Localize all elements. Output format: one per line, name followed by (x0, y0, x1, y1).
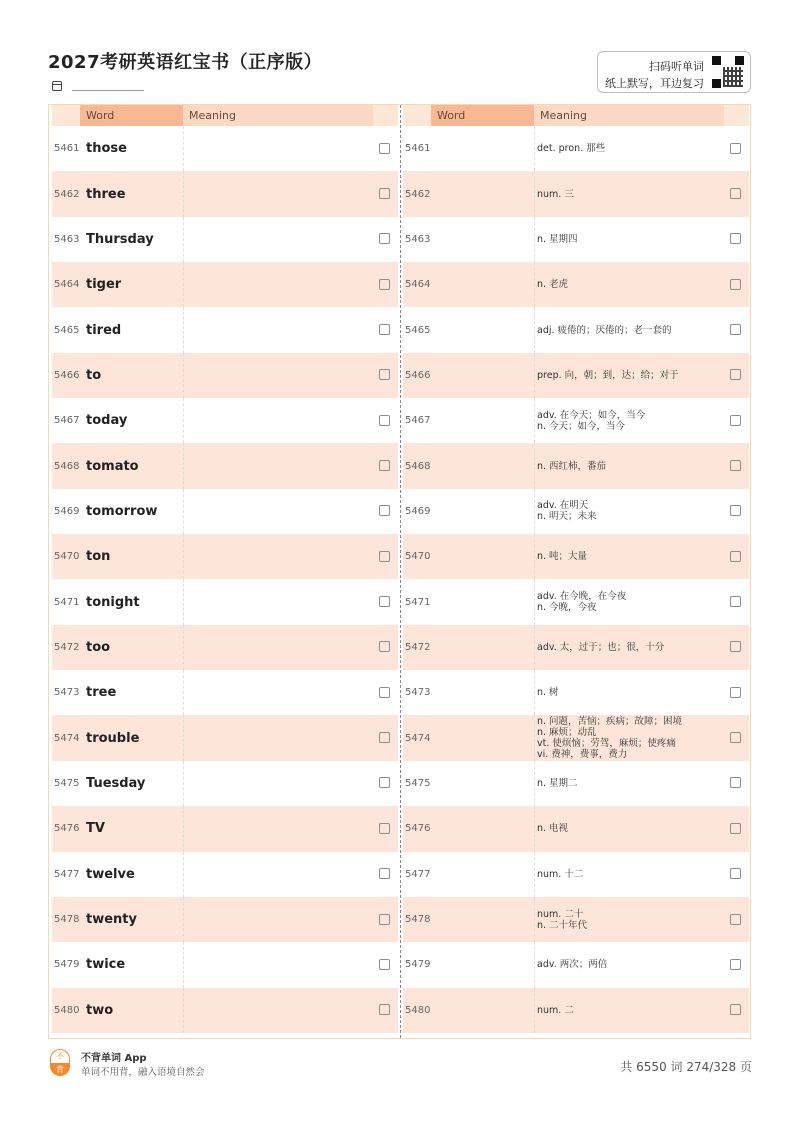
meaning-cell (537, 897, 722, 942)
row-number: 5476 (405, 823, 431, 835)
word-blank-cell[interactable] (437, 897, 533, 942)
meaning-blank-cell[interactable] (186, 761, 371, 806)
table-row (52, 852, 398, 897)
checkbox-icon[interactable] (730, 1004, 741, 1015)
row-number: 5463 (405, 233, 431, 245)
meaning-blank-cell[interactable] (186, 262, 371, 307)
checkbox-icon[interactable] (379, 959, 390, 970)
row-number: 5478 (54, 914, 80, 926)
meaning-blank-cell[interactable] (186, 715, 371, 760)
cell-separator (534, 262, 535, 307)
checkbox-icon[interactable] (379, 823, 390, 834)
table-row (403, 988, 749, 1033)
meaning-blank-cell[interactable] (186, 625, 371, 670)
cell-separator (183, 625, 184, 670)
word-blank-cell[interactable] (437, 579, 533, 624)
checkbox-icon[interactable] (730, 505, 741, 516)
meaning-cell (537, 761, 722, 806)
cell-separator (534, 942, 535, 987)
row-number: 5471 (54, 596, 80, 608)
table-row (52, 715, 398, 760)
table-row (403, 307, 749, 352)
cell-separator (534, 443, 535, 488)
row-number: 5463 (54, 233, 80, 245)
cell-separator (183, 398, 184, 443)
word-blank-cell[interactable] (437, 489, 533, 534)
checkbox-icon[interactable] (379, 687, 390, 698)
cell-separator (183, 897, 184, 942)
cell-separator (183, 852, 184, 897)
cell-separator (183, 443, 184, 488)
word-sheet (48, 104, 751, 1039)
word-blank-cell[interactable] (437, 307, 533, 352)
meaning-text: n. 问题，苦恼；疾病；故障；困境 n. 麻烦；动乱 vt. 使烦恼；劳驾，麻烦；使疼痛 vi. 费神，费事，费力 (537, 716, 683, 761)
header-num-cell (403, 105, 431, 126)
cell-separator (183, 670, 184, 715)
meaning-text: num. 十二 (537, 868, 584, 880)
row-number: 5479 (405, 959, 431, 971)
table-row (52, 443, 398, 488)
checkbox-icon[interactable] (730, 687, 741, 698)
meaning-text: adj. 疲倦的；厌倦的；老一套的 (537, 324, 672, 336)
word-blank-cell[interactable] (437, 670, 533, 715)
word-cell: too (86, 639, 111, 655)
cell-separator (183, 942, 184, 987)
logo-bottom-char: 背 (50, 1063, 70, 1076)
checkbox-icon[interactable] (730, 143, 741, 154)
meaning-blank-cell[interactable] (186, 579, 371, 624)
row-number: 5476 (54, 823, 80, 835)
meaning-blank-cell[interactable] (186, 443, 371, 488)
checkbox-icon[interactable] (379, 732, 390, 743)
meaning-text: adv. 在明天 n. 明天；未来 (537, 500, 597, 523)
checkbox-icon[interactable] (730, 868, 741, 879)
row-number: 5473 (54, 687, 80, 699)
cell-separator (183, 579, 184, 624)
checkbox-icon[interactable] (379, 233, 390, 244)
word-cell: ton (86, 549, 111, 565)
meaning-text: det. pron. 那些 (537, 143, 606, 155)
row-number: 5474 (405, 732, 431, 744)
app-slogan: 单词不用背，融入语境自然会 (81, 1067, 205, 1078)
word-cell: to (86, 367, 102, 383)
word-cell: today (86, 413, 128, 429)
qr-line-2: 纸上默写，耳边复习 (605, 77, 704, 90)
checkbox-icon[interactable] (730, 188, 741, 199)
table-row (403, 534, 749, 579)
row-number: 5477 (54, 868, 80, 880)
cell-separator (534, 489, 535, 534)
right-half (403, 105, 749, 1033)
word-blank-cell[interactable] (437, 852, 533, 897)
checkbox-icon[interactable] (379, 914, 390, 925)
cell-separator (183, 761, 184, 806)
meaning-blank-cell[interactable] (186, 897, 371, 942)
table-row (52, 625, 398, 670)
meaning-text: adv. 太，过于；也；很，十分 (537, 641, 665, 653)
qr-code-icon[interactable] (712, 56, 744, 88)
left-half (52, 105, 398, 1033)
word-cell: Thursday (86, 231, 154, 247)
table-row (403, 443, 749, 488)
table-row (52, 761, 398, 806)
word-cell: tired (86, 322, 122, 338)
checkbox-icon[interactable] (379, 551, 390, 562)
cell-separator (534, 579, 535, 624)
meaning-blank-cell[interactable] (186, 534, 371, 579)
row-number: 5469 (405, 505, 431, 517)
meaning-blank-cell[interactable] (186, 942, 371, 987)
date-field[interactable] (72, 80, 144, 91)
word-blank-cell[interactable] (437, 398, 533, 443)
word-blank-cell[interactable] (437, 217, 533, 262)
cell-separator (183, 307, 184, 352)
meaning-cell (537, 534, 722, 579)
cell-separator (183, 262, 184, 307)
table-row (52, 262, 398, 307)
checkbox-icon[interactable] (379, 415, 390, 426)
table-row (52, 171, 398, 216)
checkbox-icon[interactable] (730, 641, 741, 652)
right-rows (403, 126, 749, 1033)
table-row (403, 761, 749, 806)
table-row (403, 852, 749, 897)
page-title: 2027考研英语红宝书（正序版） (48, 52, 323, 73)
checkbox-icon[interactable] (730, 369, 741, 380)
checkbox-icon[interactable] (379, 188, 390, 199)
row-number: 5480 (54, 1004, 80, 1016)
word-blank-cell[interactable] (437, 126, 533, 171)
row-number: 5474 (54, 732, 80, 744)
row-number: 5479 (54, 959, 80, 971)
qr-panel (597, 51, 751, 93)
row-number: 5472 (54, 641, 80, 653)
date-row (52, 80, 144, 91)
table-row (52, 398, 398, 443)
table-row (403, 942, 749, 987)
meaning-text: adv. 在今晚，在今夜 n. 今晚，今夜 (537, 591, 627, 614)
table-row (403, 579, 749, 624)
checkbox-icon[interactable] (730, 959, 741, 970)
word-cell: two (86, 1002, 114, 1018)
cell-separator (183, 715, 184, 760)
header-meaning-left: Meaning (183, 105, 373, 126)
meaning-blank-cell[interactable] (186, 171, 371, 216)
cell-separator (534, 307, 535, 352)
word-cell: tonight (86, 594, 140, 610)
checkbox-icon[interactable] (730, 324, 741, 335)
checkbox-icon[interactable] (730, 732, 741, 743)
checkbox-icon[interactable] (379, 279, 390, 290)
meaning-text: n. 电视 (537, 823, 569, 835)
row-number: 5466 (54, 369, 80, 381)
table-row (403, 489, 749, 534)
meaning-blank-cell[interactable] (186, 126, 371, 171)
header-word-right: Word (431, 105, 534, 126)
checkbox-icon[interactable] (730, 279, 741, 290)
checkbox-icon[interactable] (730, 233, 741, 244)
word-cell: TV (86, 821, 105, 837)
cell-separator (534, 988, 535, 1033)
table-row (403, 262, 749, 307)
table-row (52, 217, 398, 262)
table-row (403, 670, 749, 715)
word-blank-cell[interactable] (437, 761, 533, 806)
meaning-cell (537, 353, 722, 398)
checkbox-icon[interactable] (379, 369, 390, 380)
cell-separator (534, 897, 535, 942)
row-number: 5468 (54, 460, 80, 472)
checkbox-icon[interactable] (379, 143, 390, 154)
meaning-text: n. 老虎 (537, 279, 569, 291)
table-row (52, 942, 398, 987)
meaning-cell (537, 217, 722, 262)
table-row (52, 126, 398, 171)
row-number: 5467 (405, 415, 431, 427)
table-row (52, 534, 398, 579)
row-number: 5466 (405, 369, 431, 381)
meaning-cell (537, 806, 722, 851)
table-row (52, 897, 398, 942)
table-row (403, 625, 749, 670)
word-blank-cell[interactable] (437, 262, 533, 307)
cell-separator (534, 715, 535, 760)
table-row (52, 670, 398, 715)
meaning-text: n. 星期二 (537, 777, 578, 789)
table-row (52, 353, 398, 398)
row-number: 5461 (405, 143, 431, 155)
meaning-blank-cell[interactable] (186, 307, 371, 352)
table-row (52, 579, 398, 624)
cell-separator (534, 398, 535, 443)
checkbox-icon[interactable] (730, 914, 741, 925)
table-header-left (52, 105, 398, 126)
row-number: 5473 (405, 687, 431, 699)
word-cell: tomorrow (86, 503, 158, 519)
meaning-text: n. 树 (537, 687, 559, 699)
meaning-blank-cell[interactable] (186, 217, 371, 262)
page-info: 共 6550 词 274/328 页 (620, 1060, 752, 1074)
table-row (52, 489, 398, 534)
table-row (403, 897, 749, 942)
row-number: 5475 (405, 777, 431, 789)
checkbox-icon[interactable] (379, 1004, 390, 1015)
cell-separator (534, 625, 535, 670)
row-number: 5467 (54, 415, 80, 427)
header-meaning-right: Meaning (534, 105, 724, 126)
meaning-text: num. 二 (537, 1004, 574, 1016)
meaning-cell (537, 398, 722, 443)
cell-separator (183, 353, 184, 398)
row-number: 5475 (54, 777, 80, 789)
checkbox-icon[interactable] (730, 596, 741, 607)
meaning-blank-cell[interactable] (186, 670, 371, 715)
cell-separator (534, 670, 535, 715)
row-number: 5471 (405, 596, 431, 608)
word-blank-cell[interactable] (437, 171, 533, 216)
table-row (403, 353, 749, 398)
meaning-text: n. 西红柿，番茄 (537, 460, 607, 472)
table-row (403, 171, 749, 216)
meaning-blank-cell[interactable] (186, 988, 371, 1033)
cell-separator (534, 806, 535, 851)
word-cell: those (86, 141, 127, 157)
meaning-cell (537, 942, 722, 987)
meaning-cell (537, 988, 722, 1033)
cell-separator (183, 988, 184, 1033)
row-number: 5465 (405, 324, 431, 336)
checkbox-icon[interactable] (379, 324, 390, 335)
cell-separator (534, 852, 535, 897)
meaning-text: prep. 向，朝；到，达；给；对于 (537, 369, 679, 381)
checkbox-icon[interactable] (379, 596, 390, 607)
checkbox-icon[interactable] (379, 641, 390, 652)
table-row (403, 398, 749, 443)
meaning-cell (537, 126, 722, 171)
cell-separator (534, 761, 535, 806)
row-number: 5468 (405, 460, 431, 472)
checkbox-icon[interactable] (730, 415, 741, 426)
meaning-blank-cell[interactable] (186, 806, 371, 851)
row-number: 5464 (54, 279, 80, 291)
table-row (52, 307, 398, 352)
word-cell: tree (86, 685, 117, 701)
row-number: 5465 (54, 324, 80, 336)
meaning-blank-cell[interactable] (186, 852, 371, 897)
table-row (403, 715, 749, 760)
checkbox-icon[interactable] (379, 868, 390, 879)
cell-separator (534, 534, 535, 579)
cell-separator (183, 171, 184, 216)
meaning-text: num. 三 (537, 188, 574, 200)
word-blank-cell[interactable] (437, 715, 533, 760)
header-check-cell (724, 105, 749, 126)
cell-separator (534, 126, 535, 171)
row-number: 5469 (54, 505, 80, 517)
meaning-text: n. 吨；大量 (537, 551, 588, 563)
qr-text (605, 58, 704, 92)
calendar-icon (52, 81, 62, 91)
meaning-text: n. 星期四 (537, 233, 578, 245)
meaning-cell (537, 715, 722, 760)
checkbox-icon[interactable] (730, 551, 741, 562)
word-cell: trouble (86, 730, 140, 746)
word-blank-cell[interactable] (437, 806, 533, 851)
word-cell: twenty (86, 912, 137, 928)
table-row (403, 217, 749, 262)
row-number: 5461 (54, 143, 80, 155)
word-blank-cell[interactable] (437, 534, 533, 579)
word-cell: tomato (86, 458, 139, 474)
row-number: 5462 (54, 188, 80, 200)
word-cell: tiger (86, 277, 122, 293)
row-number: 5472 (405, 641, 431, 653)
checkbox-icon[interactable] (730, 777, 741, 788)
header-word-left: Word (80, 105, 183, 126)
word-cell: twelve (86, 866, 135, 882)
table-header-right (403, 105, 749, 126)
word-cell: three (86, 186, 126, 202)
logo-top-char: 不 (50, 1049, 70, 1063)
word-blank-cell[interactable] (437, 988, 533, 1033)
cell-separator (183, 217, 184, 262)
meaning-cell (537, 579, 722, 624)
cell-separator (534, 353, 535, 398)
header-check-cell (373, 105, 398, 126)
meaning-cell (537, 670, 722, 715)
meaning-cell (537, 262, 722, 307)
column-divider (400, 105, 401, 1038)
meaning-cell (537, 625, 722, 670)
meaning-cell (537, 443, 722, 488)
word-blank-cell[interactable] (437, 443, 533, 488)
row-number: 5470 (54, 551, 80, 563)
meaning-text: num. 二十 n. 二十年代 (537, 908, 588, 931)
cell-separator (534, 217, 535, 262)
checkbox-icon[interactable] (730, 823, 741, 834)
row-number: 5464 (405, 279, 431, 291)
cell-separator (183, 489, 184, 534)
meaning-cell (537, 307, 722, 352)
row-number: 5480 (405, 1004, 431, 1016)
checkbox-icon[interactable] (379, 777, 390, 788)
meaning-cell (537, 171, 722, 216)
meaning-blank-cell[interactable] (186, 398, 371, 443)
table-row (403, 126, 749, 171)
word-blank-cell[interactable] (437, 942, 533, 987)
checkbox-icon[interactable] (730, 460, 741, 471)
checkbox-icon[interactable] (379, 505, 390, 516)
row-number: 5478 (405, 914, 431, 926)
meaning-cell (537, 852, 722, 897)
word-blank-cell[interactable] (437, 353, 533, 398)
meaning-text: adv. 在今天；如今，当今 n. 今天；如今，当今 (537, 409, 646, 432)
meaning-blank-cell[interactable] (186, 489, 371, 534)
word-blank-cell[interactable] (437, 625, 533, 670)
meaning-cell (537, 489, 722, 534)
cell-separator (183, 126, 184, 171)
table-row (52, 988, 398, 1033)
cell-separator (183, 806, 184, 851)
header-num-cell (52, 105, 80, 126)
cell-separator (534, 171, 535, 216)
word-cell: Tuesday (86, 775, 146, 791)
app-name: 不背单词 App (81, 1053, 147, 1064)
left-rows (52, 126, 398, 1033)
qr-line-1: 扫码听单词 (649, 60, 704, 73)
row-number: 5470 (405, 551, 431, 563)
checkbox-icon[interactable] (379, 460, 390, 471)
row-number: 5462 (405, 188, 431, 200)
table-row (52, 806, 398, 851)
word-cell: twice (86, 957, 126, 973)
table-row (403, 806, 749, 851)
app-logo (50, 1049, 72, 1077)
meaning-text: adv. 两次；两倍 (537, 959, 608, 971)
meaning-blank-cell[interactable] (186, 353, 371, 398)
row-number: 5477 (405, 868, 431, 880)
cell-separator (183, 534, 184, 579)
